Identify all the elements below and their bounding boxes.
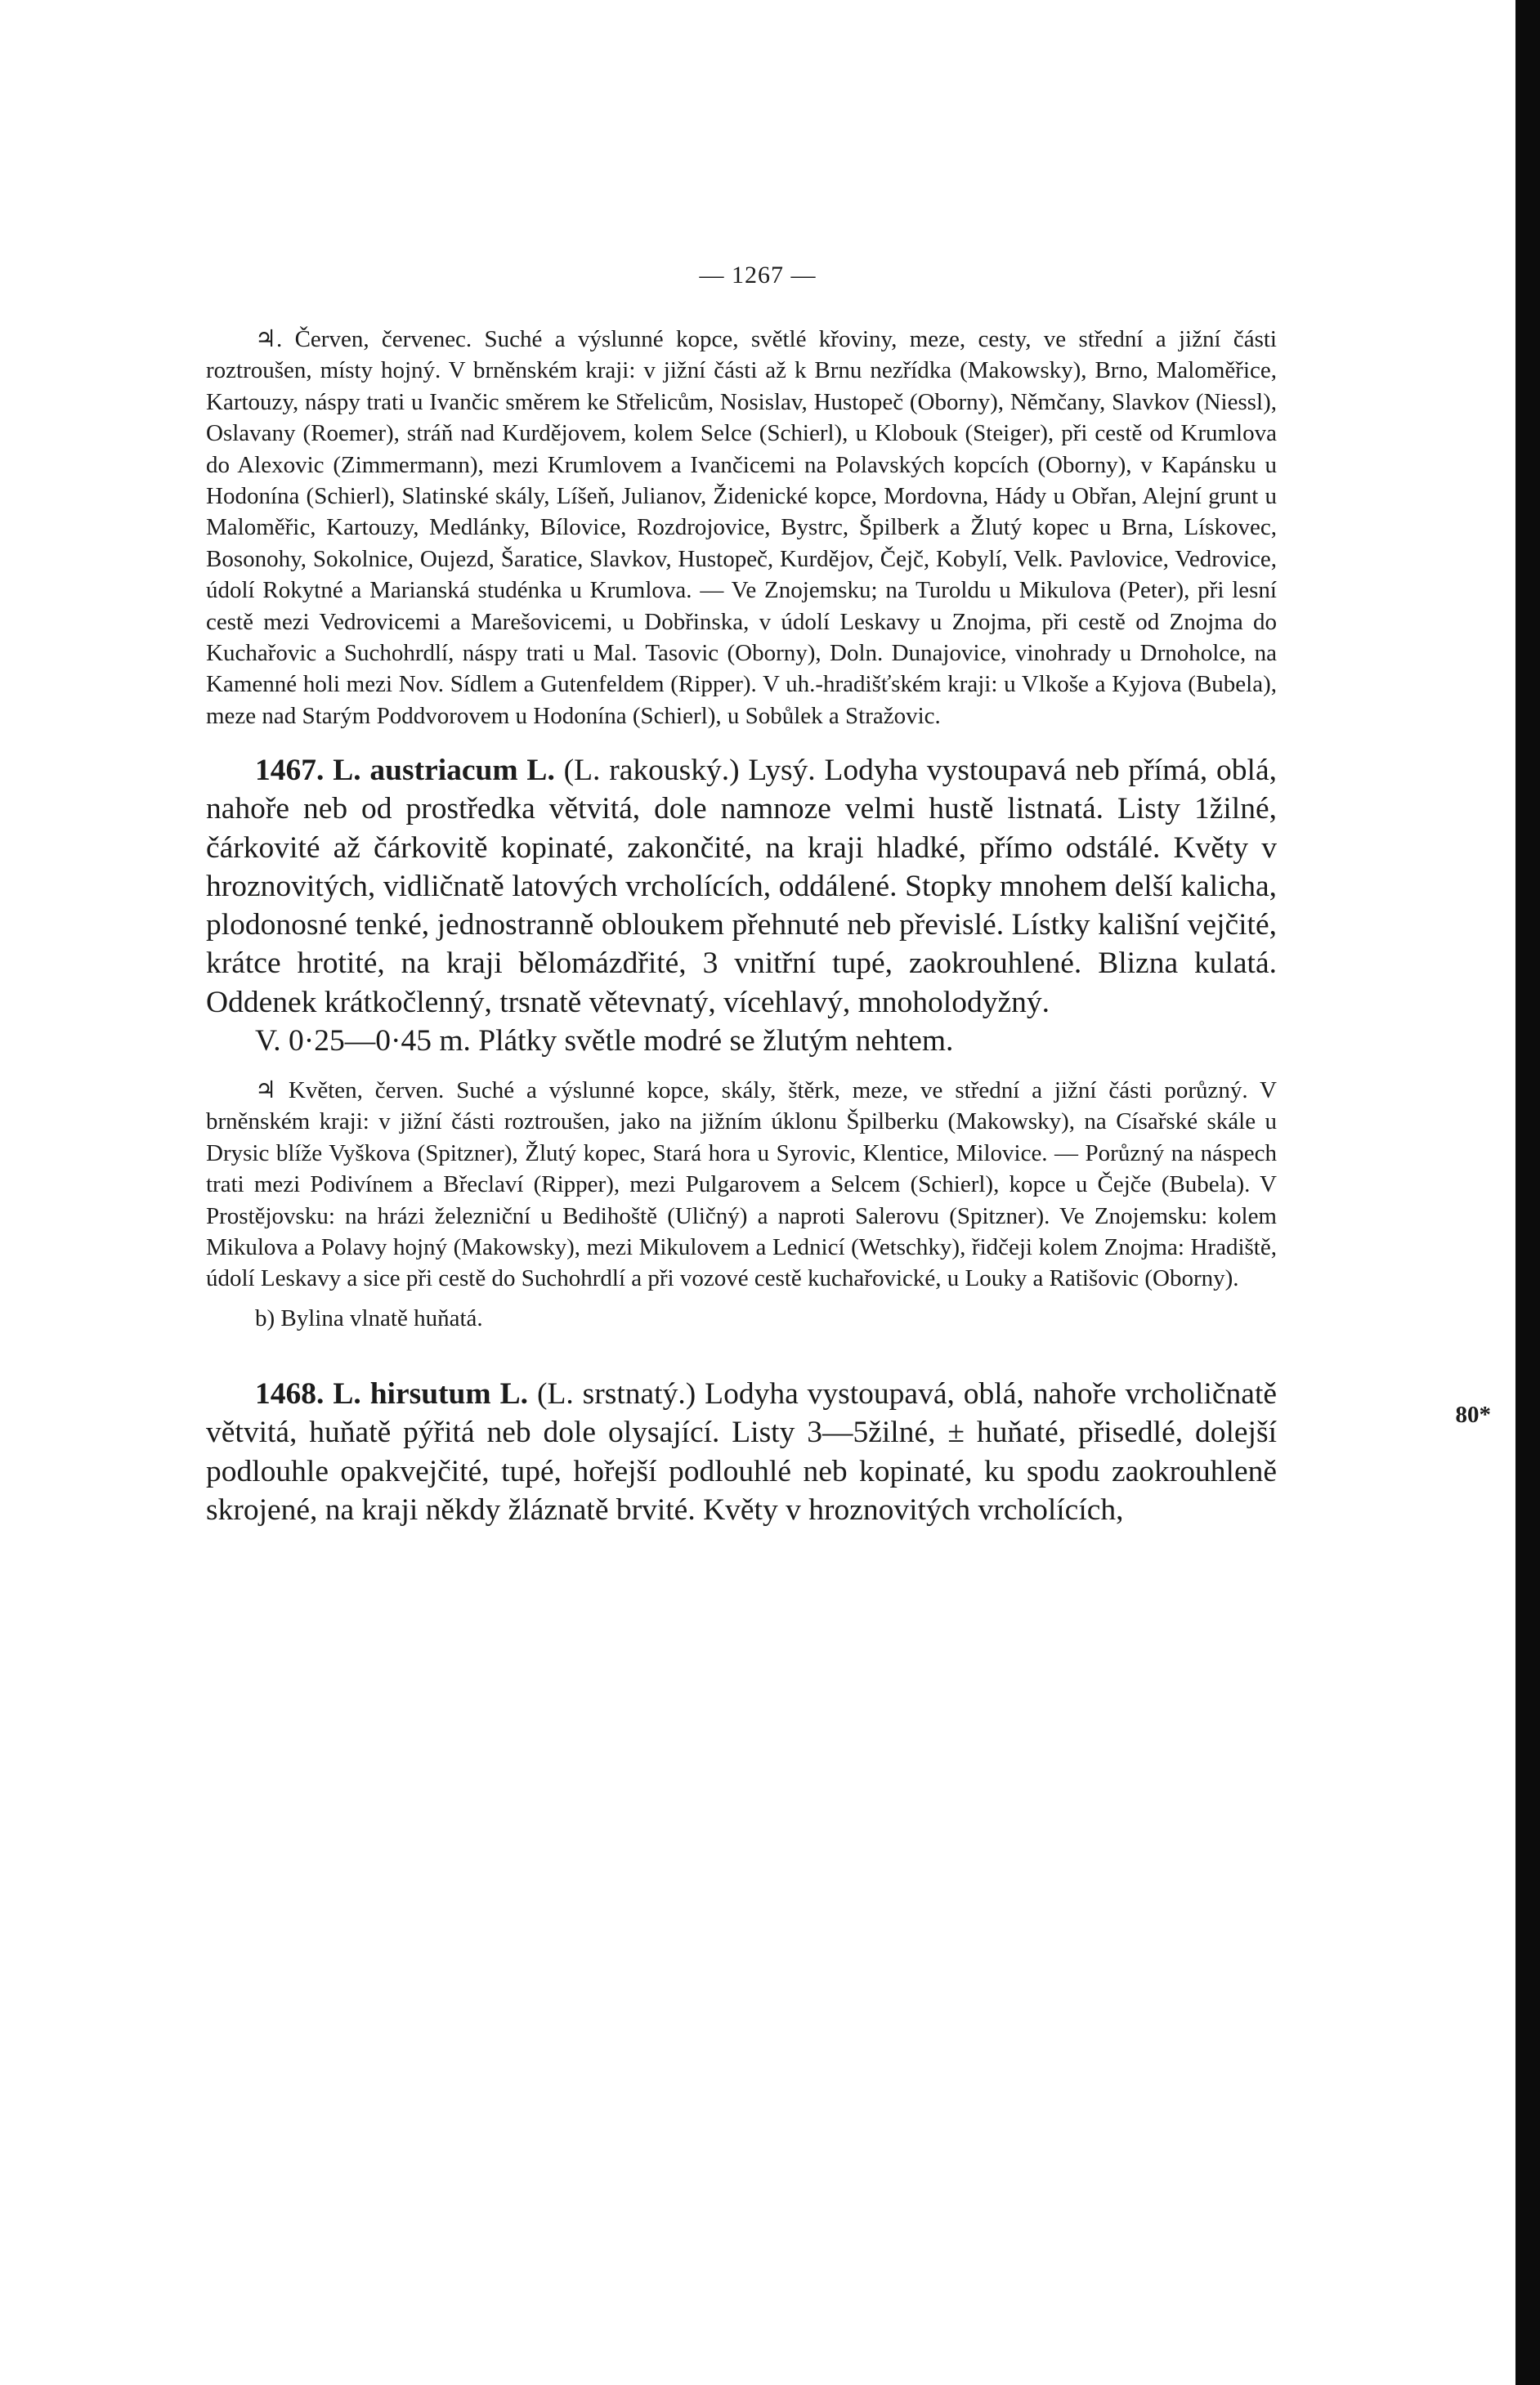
- habitat-paragraph-1466: ♃. Červen, červenec. Suché a výslunné kopce, světlé křoviny, meze, cesty, ve střední a jižní části roztroušen, místy hojný. V brněnském kraji: v jižní části až k Brnu nezřídka (Makowsky), Brno, Maloměřice, Kartouzy, náspy trati u Ivančic směrem ke Střelicům, Nosislav, Hustopeč (Oborny), Němčany, Slavkov (Niessl), Oslavany (Roemer), stráň nad Kurdějovem, kolem Selce (Schierl), u Klobouk (Steiger), při cestě od Krumlova do Alexovic (Zimmermann), mezi Krumlovem a Ivančicemi na Polavských kopcích (Oborny), v Kapánsku u Hodonína (Schierl), Slatinské skály, Líšeň, Julianov, Židenické kopce, Mordovna, Hády u Obřan, Alejní grunt u Maloměřic, Kartouzy, Medlánky, Bílovice, Rozdrojovice, Bystrc, Špilberk a Žlutý kopec u Brna, Lískovec, Bosonohy, Sokolnice, Oujezd, Šaratice, Slavkov, Hustopeč, Kurdějov, Čejč, Kobylí, Velk. Pavlovice, Vedrovice, údolí Rokytné a Marianská studénka u Krumlova. — Ve Znojemsku; na Turoldu u Mikulova (Peter), při lesní cestě mezi Vedrovicemi a Marešovicemi, u Dobřinska, v údolí Leskavy u Znojma, při cestě od Znojma do Kuchařovic a Suchohrdlí, náspy trati u Mal. Tasovic (Oborny), Doln. Dunajovice, vinohrady u Drnoholce, na Kamenné holi mezi Nov. Sídlem a Gutenfeldem (Ripper). V uh.-hradišťském kraji: u Vlkoše a Kyjova (Bubela), meze nad Starým Poddvorovem u Hodonína (Schierl), u Sobůlek a Stražovic.: [206, 326, 1277, 729]
- scan-border: [1515, 0, 1540, 2385]
- habitat-paragraph-1467: ♃ Květen, červen. Suché a výslunné kopce, skály, štěrk, meze, ve střední a jižní části porůzný. V brněnském kraji: v jižní části roztroušen, jako na jižním úklonu Špilberku (Makowsky), na Císařské skále u Drysic blíže Vyškova (Spitzner), Žlutý kopec, Stará hora u Syrovic, Klentice, Milovice. — Porůzný na náspech trati mezi Podivínem a Břeclaví (Ripper), mezi Pulgarovem a Selcem (Schierl), kopce u Čejče (Bubela). V Prostějovsku: na hrázi železniční u Bedihoště (Uličný) a naproti Salerovu (Spitzner). Ve Znojemsku: kolem Mikulova a Polavy hojný (Makowsky), mezi Mikulovem a Lednicí (Wetschky), řidčeji kolem Znojma: Hradiště, údolí Leskavy a sice při cestě do Suchohrdlí a při vozové cestě kuchařovické, u Louky a Ratišovic (Oborny).: [206, 1076, 1277, 1292]
- species-number: 1468.: [255, 1377, 325, 1412]
- species-entry-1468: [206, 1375, 1277, 1529]
- species-entry-1467: [206, 751, 1277, 1021]
- species-description: (L. srstnatý.) Lodyha vystoupavá, oblá, nahoře vrcholičnatě větvitá, huňatě pýřitá neb dole olysající. Listy 3—5žilné, ± huňaté, přisedlé, dolejší podlouhle opakvejčité, tupé, hořejší podlouhlé neb kopinaté, ku spodu zaokrouhleně skrojené, na kraji někdy žláznatě brvité. Květy v hroznovitých vrcholících,: [206, 1377, 1278, 1527]
- species-description: (L. rakouský.) Lysý. Lodyha vystoupavá neb přímá, oblá, nahoře neb od prostředka větvitá, dole namnoze velmi hustě listnatá. Listy 1žilné, čárkovité až čárkovitě kopinaté, zakončité, na kraji hladké, přímo odstálé. Květy v hroznovitých, vidličnatě latových vrcholících, oddálené. Stopky mnohem delší kalicha, plodonosné tenké, jednostranně obloukem přehnuté neb převislé. Lístky kališní vejčité, krátce hrotité, na kraji bělomázdřité, 3 vnitřní tupé, zaokrouhlené. Blizna kulatá. Oddenek krátkočlenný, trsnatě větevnatý, vícehlavý, mnoholodyžný.: [206, 754, 1278, 1019]
- variety-note: b) Bylina vlnatě huňatá.: [255, 1304, 483, 1331]
- species-size-1467: V. 0·25—0·45 m. Plátky světle modré se žlutým nehtem.: [255, 1023, 954, 1058]
- book-page: [206, 262, 1277, 2354]
- species-name: L. austriacum L.: [333, 754, 555, 788]
- species-number: 1467.: [255, 754, 325, 788]
- page-number: — 1267 —: [699, 262, 817, 289]
- species-name: L. hirsutum L.: [333, 1377, 528, 1412]
- printer-signature: 80*: [1455, 1402, 1491, 1428]
